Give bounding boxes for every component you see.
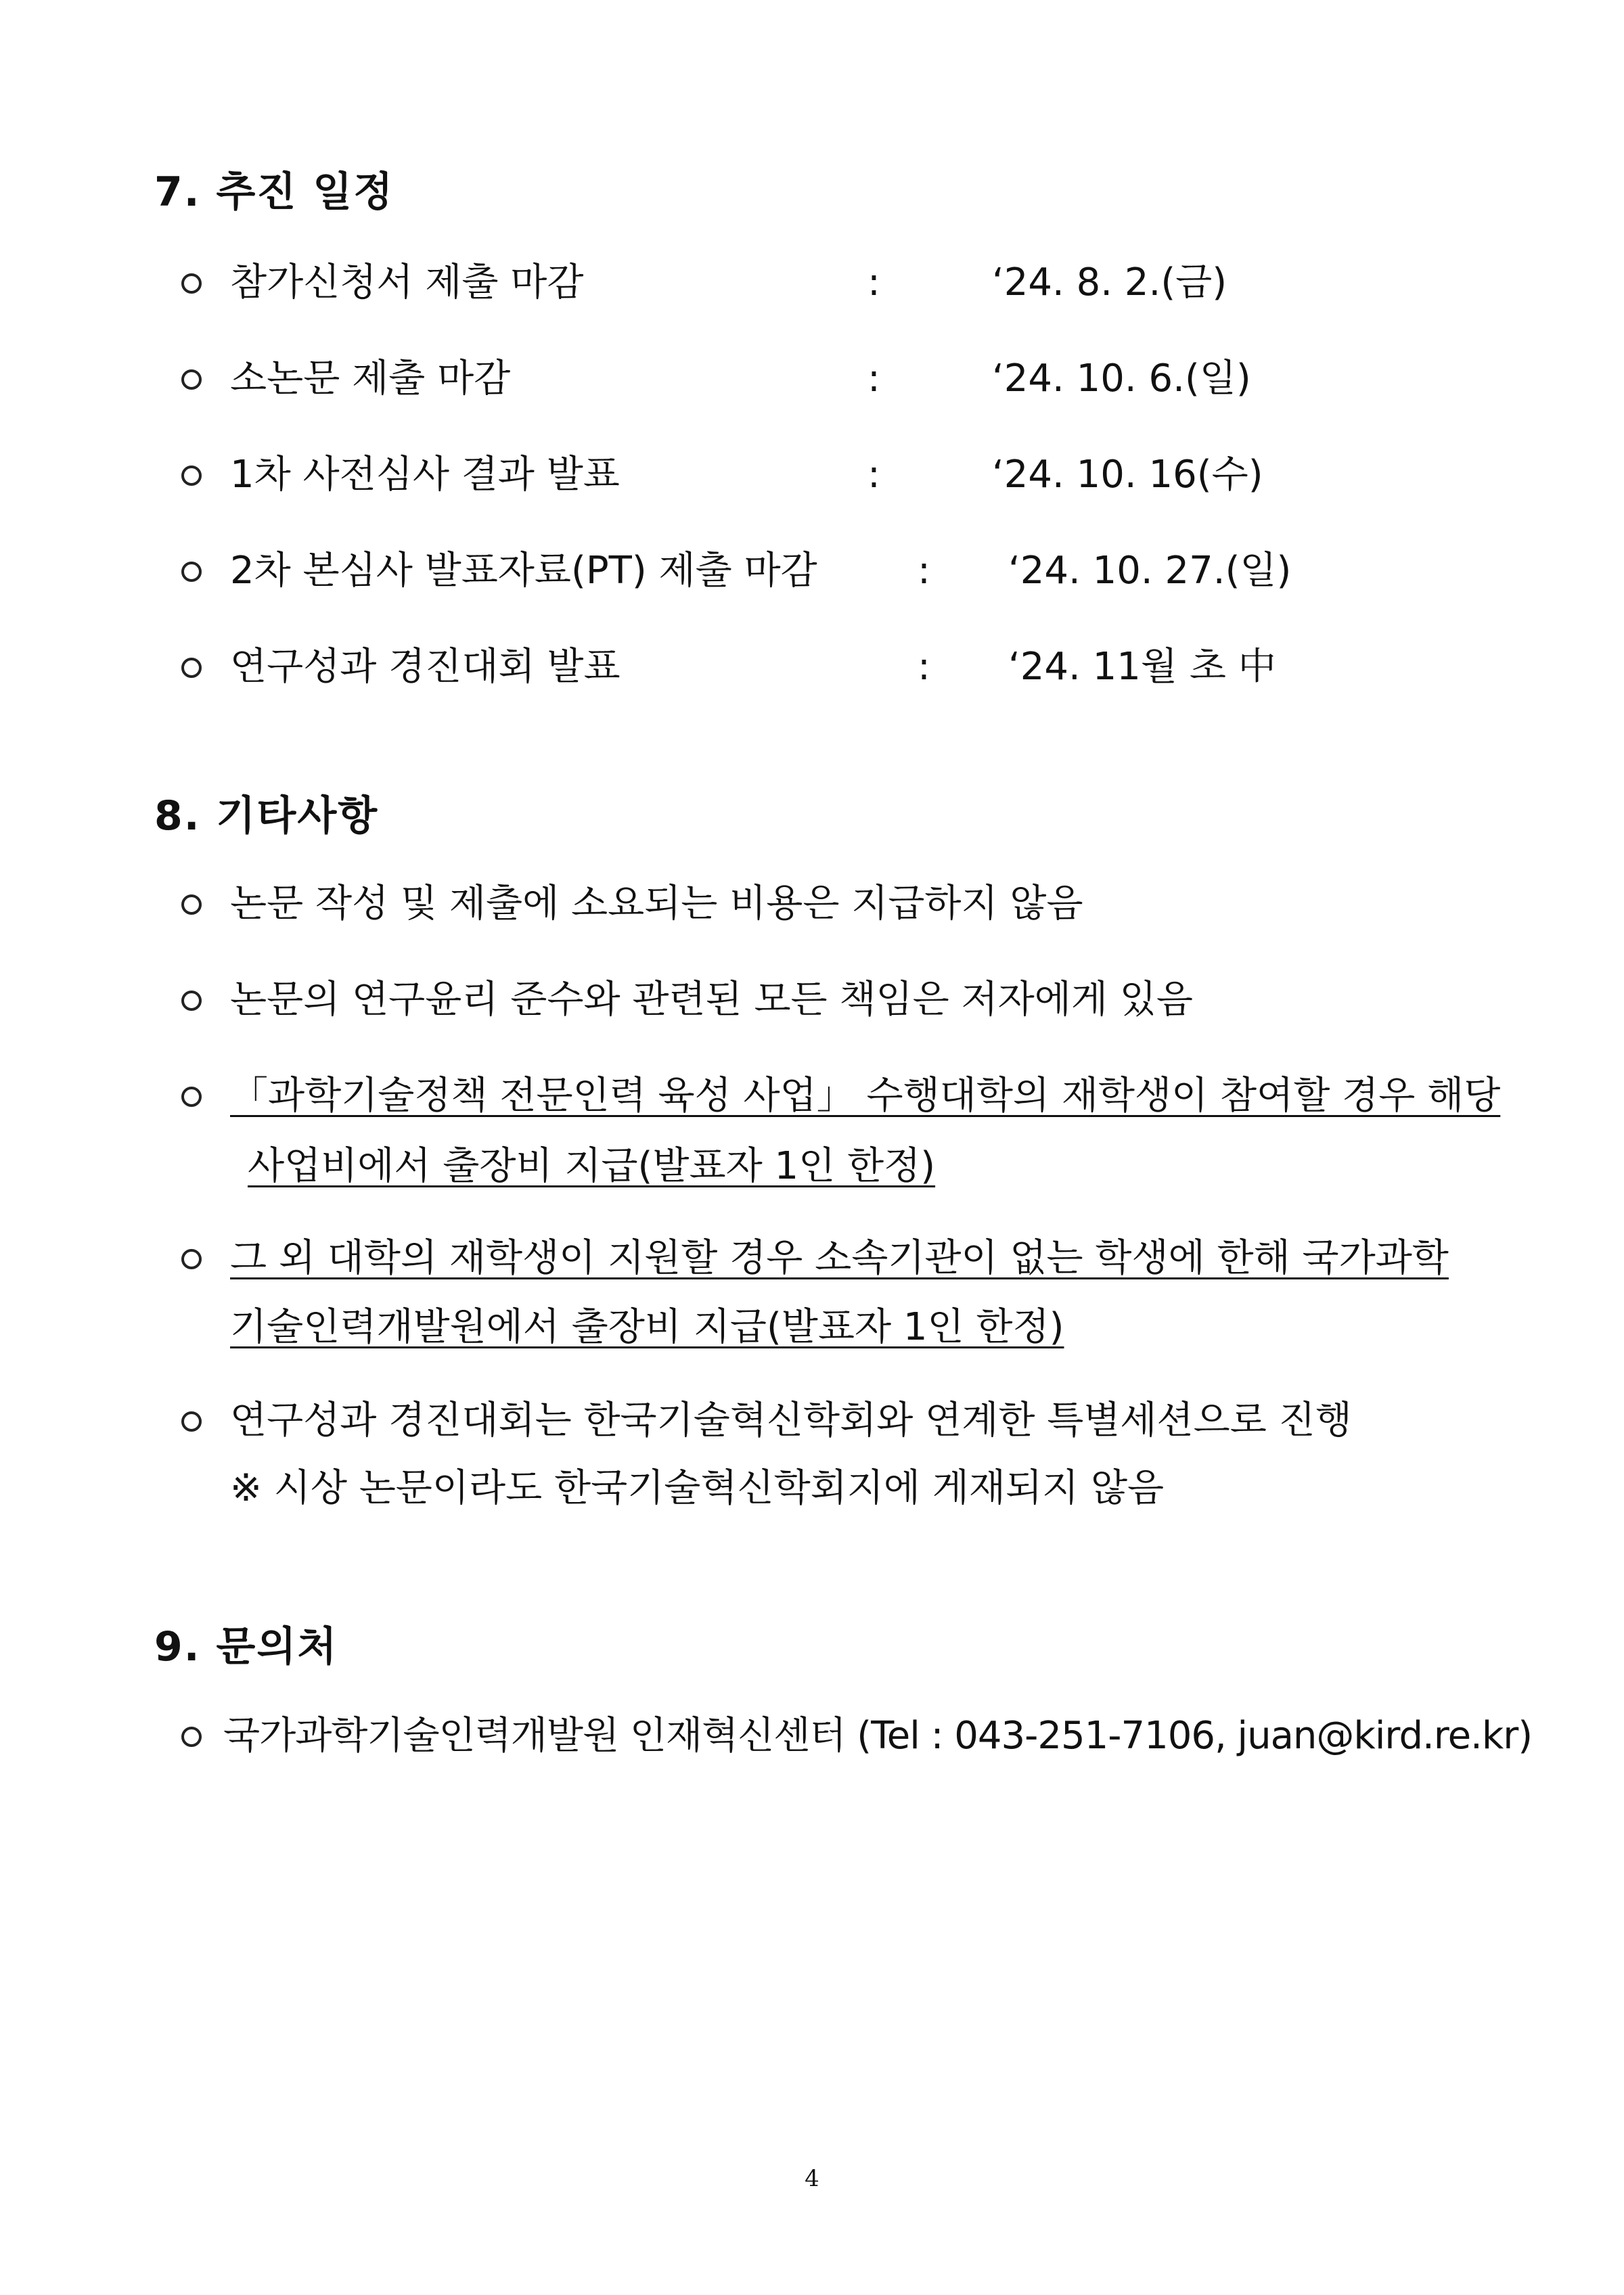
- section-7-heading: 7. 추진 일정: [154, 168, 394, 216]
- bullet-icon: [181, 369, 202, 390]
- schedule-item-label: 1차 사전심사 결과 발표: [230, 453, 620, 497]
- schedule-item-label: 연구성과 경진대회 발표: [230, 645, 621, 689]
- section-8-heading: 8. 기타사항: [154, 792, 379, 840]
- schedule-item-date: ‘24. 10. 6.(일): [992, 357, 1251, 401]
- schedule-item-date: ‘24. 10. 16(수): [992, 453, 1263, 497]
- bullet-icon: [181, 562, 202, 582]
- schedule-item-label: 2차 본심사 발표자료(PT) 제출 마감: [230, 549, 817, 593]
- misc-item-note: ※ 시상 논문이라도 한국기술혁신학회지에 게재되지 않음: [230, 1466, 1165, 1510]
- bullet-icon: [181, 1087, 202, 1107]
- bullet-icon: [181, 465, 202, 486]
- bullet-icon: [181, 1411, 202, 1432]
- bullet-icon: [181, 1249, 202, 1269]
- schedule-item-label: 참가신청서 제출 마감: [230, 260, 584, 304]
- schedule-item-colon: :: [867, 357, 880, 401]
- schedule-item-date: ‘24. 11월 초 中: [1008, 645, 1276, 689]
- page-number: 4: [805, 2165, 819, 2192]
- bullet-icon: [181, 1727, 202, 1747]
- schedule-item-colon: :: [918, 549, 930, 593]
- misc-item-text-line2: 사업비에서 출장비 지급(발표자 1인 한정): [248, 1144, 936, 1188]
- schedule-item-date: ‘24. 8. 2.(금): [992, 260, 1227, 304]
- misc-item-text: 논문의 연구윤리 준수와 관련된 모든 책임은 저자에게 있음: [230, 978, 1193, 1022]
- schedule-item-colon: :: [867, 453, 880, 497]
- schedule-item-colon: :: [867, 260, 880, 304]
- schedule-item-colon: :: [918, 645, 930, 689]
- bullet-icon: [181, 273, 202, 294]
- misc-item-text: 논문 작성 및 제출에 소요되는 비용은 지급하지 않음: [230, 882, 1083, 926]
- misc-item-text-line1: 「과학기술정책 전문인력 육성 사업」 수행대학의 재학생이 참여할 경우 해당: [230, 1074, 1501, 1118]
- schedule-item-date: ‘24. 10. 27.(일): [1008, 549, 1292, 593]
- bullet-icon: [181, 894, 202, 915]
- bullet-icon: [181, 658, 202, 678]
- bullet-icon: [181, 991, 202, 1011]
- misc-item-text-line1: 그 외 대학의 재학생이 지원할 경우 소속기관이 없는 학생에 한해 국가과학: [230, 1236, 1449, 1280]
- misc-item-text-line2: 기술인력개발원에서 출장비 지급(발표자 1인 한정): [230, 1305, 1064, 1349]
- schedule-item-label: 소논문 제출 마감: [230, 357, 511, 401]
- misc-item-text: 연구성과 경진대회는 한국기술혁신학회와 연계한 특별세션으로 진행: [230, 1399, 1352, 1442]
- contact-text: 국가과학기술인력개발원 인재혁신센터 (Tel : 043-251-7106, juan@kird.re.kr): [223, 1714, 1533, 1758]
- section-9-heading: 9. 문의처: [154, 1623, 338, 1671]
